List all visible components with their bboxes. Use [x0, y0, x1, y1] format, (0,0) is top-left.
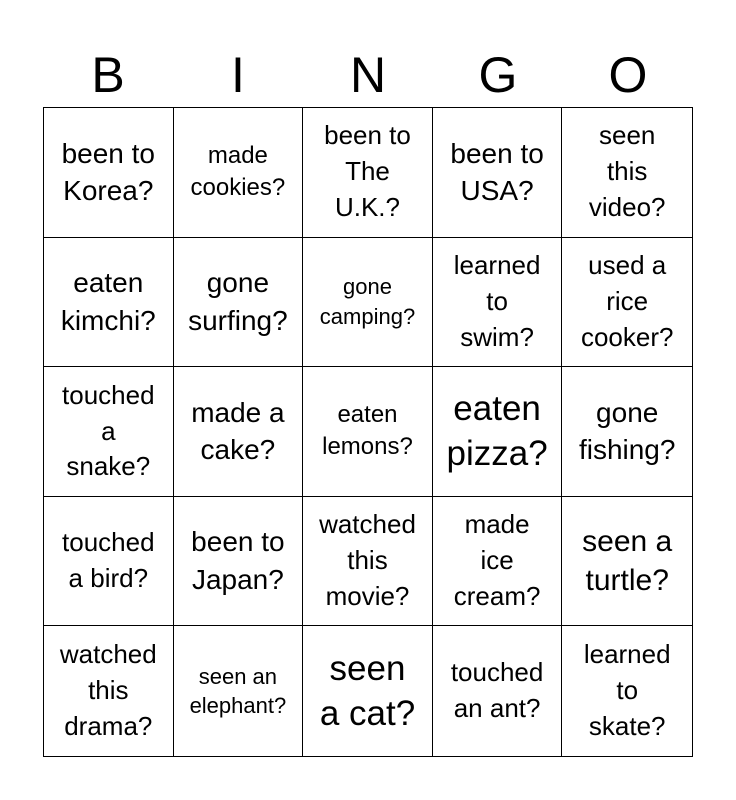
bingo-cell[interactable] — [303, 108, 433, 238]
bingo-cell[interactable] — [174, 367, 304, 497]
bingo-cell[interactable] — [303, 497, 433, 627]
cell-text: eaten pizza? — [446, 388, 548, 474]
header-letter-b: B — [91, 47, 125, 103]
bingo-cell[interactable] — [303, 238, 433, 368]
cell-text: made a cake? — [191, 396, 285, 466]
bingo-cell[interactable] — [174, 238, 304, 368]
header-letter-o: O — [608, 47, 648, 103]
cell-text: watched this drama? — [59, 639, 157, 742]
cell-text: touched a bird? — [62, 527, 155, 594]
bingo-cell[interactable] — [44, 367, 174, 497]
cell-text: used a rice cooker? — [580, 250, 674, 352]
cell-text: gone surfing? — [188, 267, 288, 336]
bingo-cell[interactable] — [562, 238, 692, 368]
cell-text: seen this video? — [588, 120, 666, 223]
cell-text: seen a cat? — [319, 648, 416, 734]
bingo-cell[interactable] — [433, 108, 563, 238]
cell-text: seen an elephant? — [189, 663, 287, 719]
bingo-cell[interactable] — [44, 497, 174, 627]
cell-text: gone fishing? — [578, 396, 676, 466]
bingo-cell[interactable] — [44, 108, 174, 238]
cell-text: touched an ant? — [450, 657, 544, 724]
cell-text: watched this movie? — [319, 509, 416, 612]
cell-text: learned to swim? — [453, 250, 541, 352]
cell-text: eaten kimchi? — [60, 267, 156, 336]
bingo-cell[interactable] — [174, 497, 304, 627]
bingo-cell[interactable] — [174, 626, 304, 756]
cell-text: been to USA? — [450, 137, 544, 207]
cell-text: touched a snake? — [62, 379, 155, 482]
bingo-cell[interactable] — [562, 626, 692, 756]
bingo-header — [43, 45, 693, 105]
cell-text: been to Korea? — [61, 137, 155, 207]
cell-text: been to The U.K.? — [324, 120, 411, 223]
bingo-cell[interactable] — [433, 626, 563, 756]
bingo-cell[interactable] — [303, 367, 433, 497]
bingo-cell[interactable] — [303, 626, 433, 756]
cell-text: eaten lemons? — [322, 401, 413, 461]
bingo-cell[interactable] — [174, 108, 304, 238]
cell-text: seen a turtle? — [582, 525, 673, 598]
bingo-cell[interactable] — [433, 497, 563, 627]
bingo-cell[interactable] — [433, 367, 563, 497]
bingo-cell[interactable] — [562, 497, 692, 627]
cell-text: gone camping? — [319, 274, 416, 329]
bingo-cell[interactable] — [562, 367, 692, 497]
cell-text: been to Japan? — [191, 526, 285, 596]
header-letter-i: I — [231, 47, 245, 103]
cell-text: learned to skate? — [583, 639, 671, 742]
bingo-cell[interactable] — [44, 626, 174, 756]
bingo-board — [43, 107, 693, 757]
header-letter-g: G — [478, 47, 518, 103]
bingo-cell[interactable] — [562, 108, 692, 238]
bingo-cell[interactable] — [44, 238, 174, 368]
header-letter-n: N — [349, 47, 387, 103]
cell-text: made ice cream? — [453, 509, 541, 612]
cell-text: made cookies? — [190, 141, 286, 202]
bingo-cell[interactable] — [433, 238, 563, 368]
